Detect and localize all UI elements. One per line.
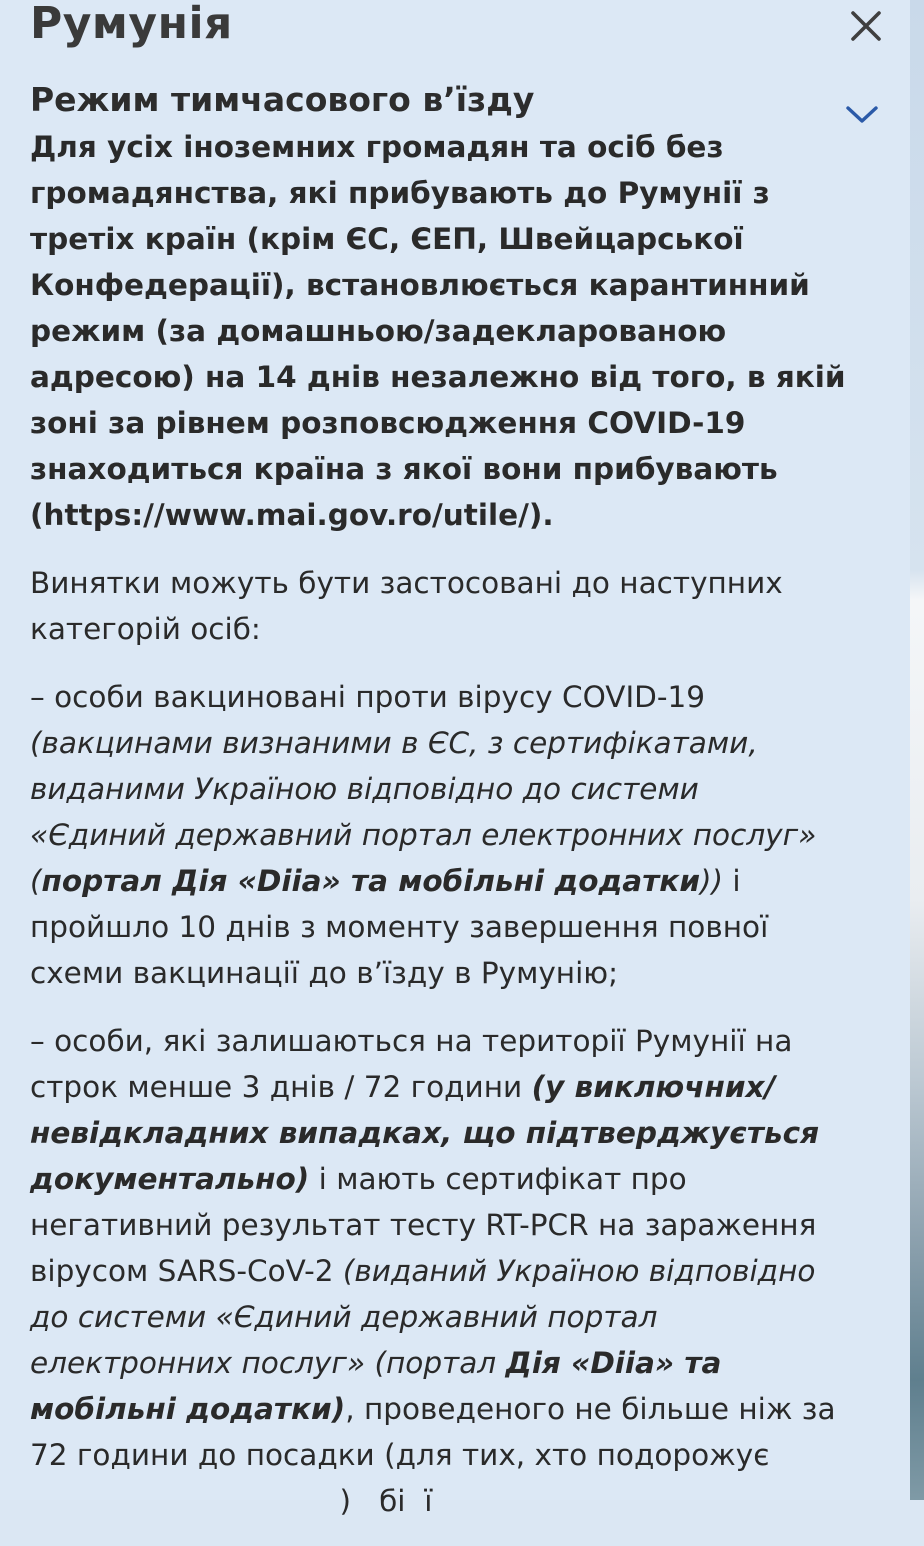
text-fragment: (	[30, 864, 42, 898]
text-line: – особи, які залишаються на території Румунії на	[30, 1024, 793, 1058]
text-line: 72 години до посадки (для тих, хто подорожує	[30, 1438, 770, 1472]
quarantine-notice	[30, 124, 892, 538]
diia-portal-text: Дія «Diia» та	[505, 1346, 722, 1380]
text-fragment: , проведеного не більше ніж за	[345, 1392, 836, 1426]
text-line: (https://www.mai.gov.ro/utile/).	[30, 498, 554, 532]
text-fragment: (портал	[374, 1346, 506, 1380]
text-line	[30, 1064, 892, 1110]
text-line: режим (за домашньою/задекларованою	[30, 314, 727, 348]
close-icon	[844, 4, 888, 48]
text-line: схеми вакцинації до вʼїзду в Румунію;	[30, 956, 619, 990]
text-line	[30, 1386, 892, 1432]
section-title: Режим тимчасового вʼїзду	[30, 80, 535, 119]
text-line: невідкладних випадках, що підтверджується	[30, 1116, 820, 1150]
exceptions-intro	[30, 560, 892, 652]
exception-item-vaccinated	[30, 674, 892, 996]
close-button[interactable]	[844, 4, 888, 48]
text-line: «Єдиний державний портал електронних послуг»	[30, 818, 817, 852]
text-line	[30, 1248, 892, 1294]
text-line: Конфедерації), встановлюється карантинний	[30, 268, 810, 302]
text-fragment: і	[723, 864, 741, 898]
text-line: Винятки можуть бути застосовані до наступних	[30, 566, 783, 600]
text-line	[30, 1156, 892, 1202]
panel-header	[0, 0, 910, 60]
text-fragment: електронних послуг»	[30, 1346, 375, 1380]
text-fragment: (у виключних/	[531, 1070, 776, 1104]
text-fragment: строк менше 3 днів / 72 години	[30, 1070, 532, 1104]
text-line: негативний результат тесту RT-PCR на зараження	[30, 1208, 817, 1242]
text-fragment: мобільні додатки)	[30, 1392, 346, 1426]
text-line: до системи «Єдиний державний портал	[30, 1300, 658, 1334]
text-line: ) бі ї	[30, 1484, 433, 1518]
text-line: пройшло 10 днів з моменту завершення повної	[30, 910, 769, 944]
text-line: третіх країн (крім ЄС, ЄЕП, Швейцарської	[30, 222, 744, 256]
text-line	[30, 858, 892, 904]
text-line: Для усіх іноземних громадян та осіб без	[30, 130, 724, 164]
diia-portal-text: портал Дія «Diia» та мобільні додатки	[41, 864, 700, 898]
text-line: знаходиться країна з якої вони прибувають	[30, 452, 778, 486]
background-scenery	[910, 0, 924, 1500]
text-fragment: і мають сертифікат про	[309, 1162, 687, 1196]
text-line: громадянства, які прибувають до Румунії з	[30, 176, 770, 210]
text-line: адресою) на 14 днів незалежно від того, в якій	[30, 360, 846, 394]
text-line: категорій осіб:	[30, 612, 261, 646]
text-line: виданими Україною відповідно до системи	[30, 772, 699, 806]
text-line: (вакцинами визнаними в ЄС, з сертифікатами,	[30, 726, 758, 760]
text-fragment: вірусом SARS-CoV-2	[30, 1254, 343, 1288]
text-line: – особи вакциновані проти вірусу COVID-19	[30, 680, 706, 714]
entry-regime-section-header[interactable]	[30, 78, 890, 122]
text-fragment: документально)	[30, 1162, 310, 1196]
text-fragment: ))	[700, 864, 724, 898]
text-line	[30, 1340, 892, 1386]
exception-item-short-stay	[30, 1018, 892, 1524]
section-content	[30, 124, 892, 1546]
text-fragment: (виданий Україною відповідно	[342, 1254, 816, 1288]
country-title: Румунія	[30, 0, 233, 49]
text-line: зоні за рівнем розповсюдження COVID-19	[30, 406, 746, 440]
